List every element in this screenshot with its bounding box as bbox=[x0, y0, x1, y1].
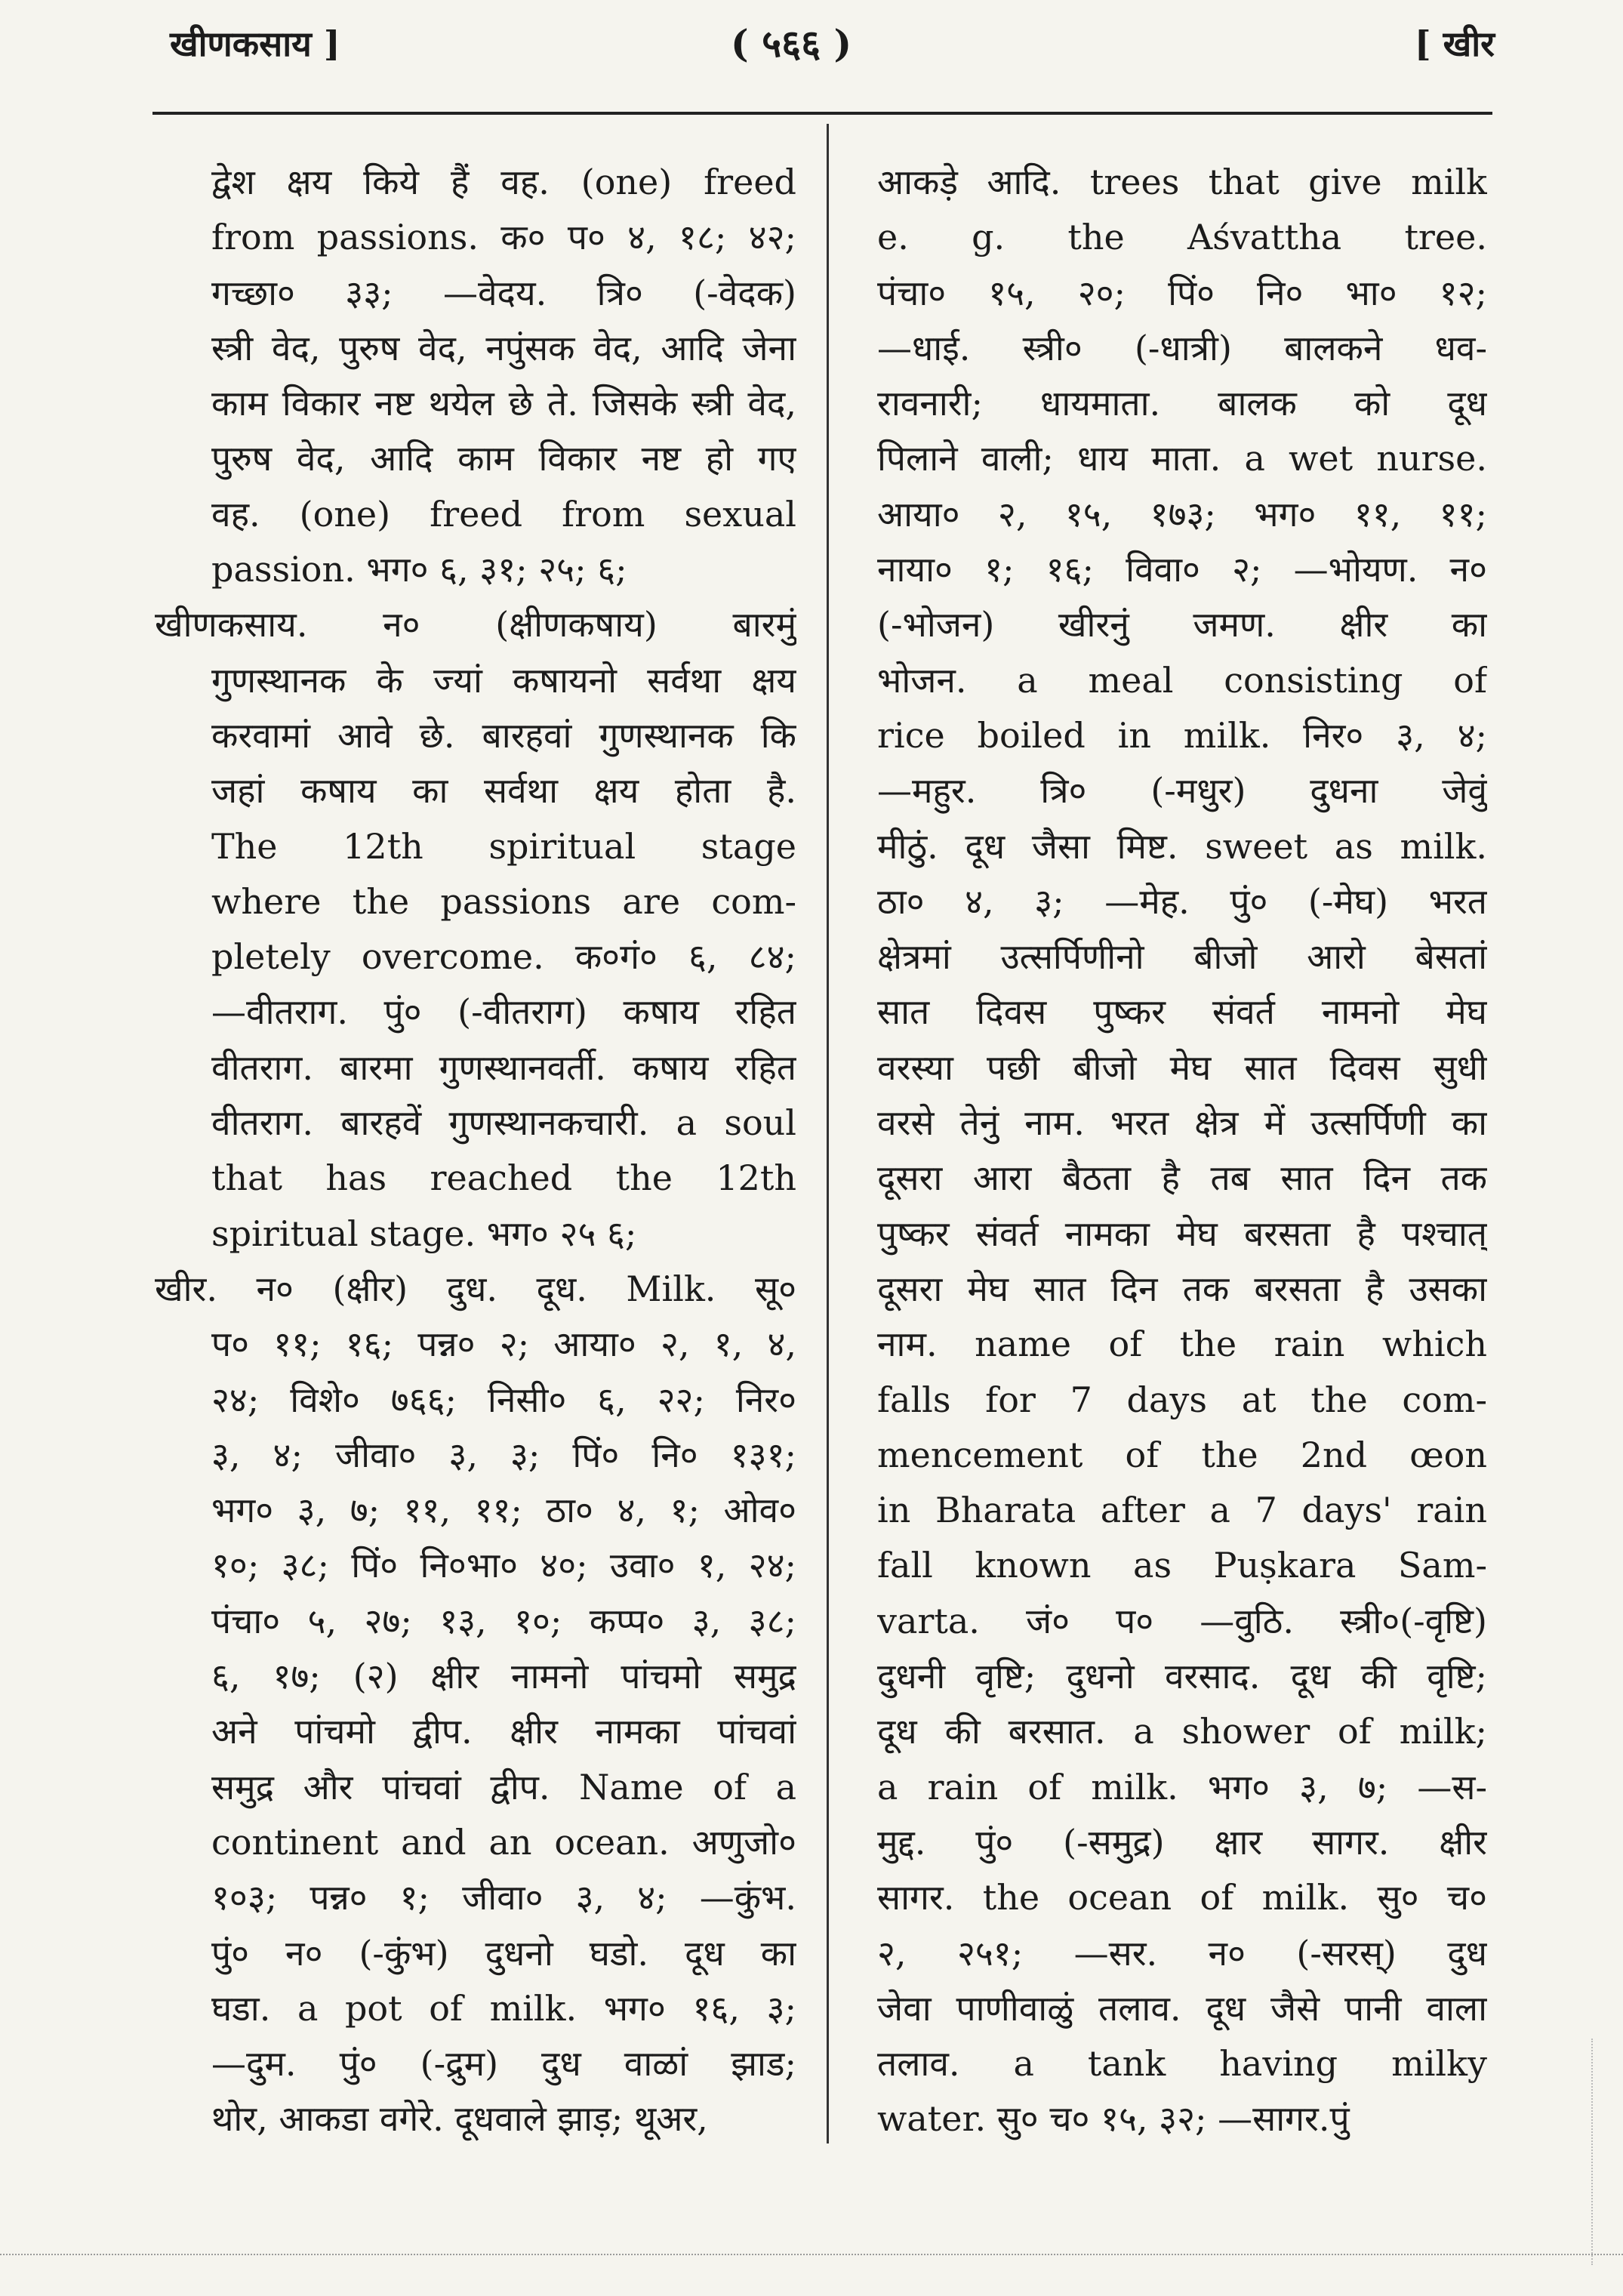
bottom-edge bbox=[0, 2254, 1623, 2257]
right-column-line: भोजन. a meal consisting of bbox=[877, 659, 1487, 701]
right-column-line: ठा० ४, ३; —मेह. पुं० (-मेघ) भरत bbox=[877, 880, 1487, 922]
right-column bbox=[877, 155, 1487, 2147]
right-column-line: in Bharata after a 7 days' rain bbox=[877, 1490, 1487, 1531]
left-column-line: पंचा० ५, २७; १३, १०; कप्प० ३, ३८; bbox=[211, 1600, 796, 1641]
right-column-line: २, २५१; —सर. न० (-सरस्) दुध bbox=[877, 1932, 1487, 1974]
right-column-line: fall known as Puṣkara Sam- bbox=[877, 1545, 1487, 1586]
left-column-line: घडा. a pot of milk. भग० १६, ३; bbox=[211, 1987, 796, 2029]
right-column-line: दुधनी वृष्टि; दुधनो वरसाद. दूध की वृष्टि; bbox=[877, 1656, 1487, 1697]
right-column-line: falls for 7 days at the com- bbox=[877, 1379, 1487, 1420]
right-column-line: क्षेत्रमां उत्सर्पिणीनो बीजो आरो बेसतां bbox=[877, 936, 1487, 978]
running-head-right: [ खीर bbox=[1414, 23, 1495, 64]
left-column-line: वीतराग. बारहवें गुणस्थानकचारी. a soul bbox=[211, 1102, 796, 1144]
left-column-line: spiritual stage. भग० २५ ६; bbox=[211, 1213, 637, 1254]
right-column-line: दूध की बरसात. a shower of milk; bbox=[877, 1711, 1487, 1752]
left-column-line: continent and an ocean. अणुजो० bbox=[211, 1821, 796, 1863]
right-column-line: सागर. the ocean of milk. सु० च० bbox=[877, 1877, 1487, 1918]
right-column-line: दूसरा आरा बैठता है तब सात दिन तक bbox=[877, 1157, 1487, 1199]
left-column-line: गुणस्थानक के ज्यां कषायनो सर्वथा क्षय bbox=[211, 659, 796, 701]
left-column-line: पुं० न० (-कुंभ) दुधनो घडो. दूध का bbox=[211, 1932, 796, 1974]
right-column-line: नाम. name of the rain which bbox=[877, 1324, 1487, 1365]
left-column-line: where the passions are com- bbox=[211, 880, 796, 922]
column-divider bbox=[827, 124, 829, 2143]
right-column-line: मुद्द. पुं० (-समुद्र) क्षार सागर. क्षीर bbox=[877, 1821, 1487, 1863]
right-column-line: रावनारी; धायमाता. बालक को दूध bbox=[877, 383, 1487, 424]
left-column-line: —दुम. पुं० (-द्रुम) दुध वाळां झाड; bbox=[211, 2043, 796, 2085]
left-column-line: प० ११; १६; पन्न० २; आया० २, १, ४, bbox=[211, 1324, 796, 1365]
left-column-line: that has reached the 12th bbox=[211, 1157, 796, 1199]
right-column-line: e. g. the Aśvattha tree. bbox=[877, 217, 1487, 258]
left-column-line: १०३; पन्न० १; जीवा० ३, ४; —कुंभ. bbox=[211, 1877, 796, 1918]
left-column-line: —वीतराग. पुं० (-वीतराग) कषाय रहित bbox=[211, 991, 796, 1033]
left-column-line: गच्छा० ३३; —वेदय. त्रि० (-वेदक) bbox=[211, 272, 796, 313]
right-column-line: varta. जं० प० —वुठि. स्त्री०(-वृष्टि) bbox=[877, 1600, 1487, 1641]
left-column-line: खीणकसाय. न० (क्षीणकषाय) बारमुं bbox=[155, 604, 796, 646]
right-column-line: वरसे तेनुं नाम. भरत क्षेत्र में उत्सर्पिणी का bbox=[877, 1102, 1487, 1144]
left-column-line: काम विकार नष्ट थयेल छे ते. जिसके स्त्री वेद, bbox=[211, 383, 796, 424]
left-column-line: स्त्री वेद, पुरुष वेद, नपुंसक वेद, आदि जेना bbox=[211, 327, 796, 368]
left-column-line: १०; ३८; पिं० नि०भा० ४०; उवा० १, २४; bbox=[211, 1545, 796, 1586]
right-column-line: water. सु० च० १५, ३२; —सागर.पुं bbox=[877, 2098, 1350, 2140]
left-column-line: अने पांचमो द्वीप. क्षीर नामका पांचवां bbox=[211, 1711, 796, 1752]
left-column-line: पुरुष वेद, आदि काम विकार नष्ट हो गए bbox=[211, 438, 796, 479]
page-edge-mark bbox=[1591, 2039, 1600, 2265]
left-column-line: जहां कषाय का सर्वथा क्षय होता है. bbox=[211, 770, 796, 812]
left-column-line: थोर, आकडा वगेरे. दूधवाले झाड़; थूअर, bbox=[211, 2098, 708, 2140]
left-column-line: ६, १७; (२) क्षीर नामनो पांचमो समुद्र bbox=[211, 1656, 796, 1697]
right-column-line: जेवा पाणीवाळुं तलाव. दूध जैसे पानी वाला bbox=[877, 1987, 1487, 2029]
left-column-line: भग० ३, ७; ११, ११; ठा० ४, १; ओव० bbox=[211, 1490, 796, 1531]
left-column-line: ३, ४; जीवा० ३, ३; पिं० नि० १३१; bbox=[211, 1434, 796, 1475]
right-column-line: नाया० १; १६; विवा० २; —भोयण. न० bbox=[877, 549, 1487, 590]
left-column-line: The 12th spiritual stage bbox=[211, 825, 796, 867]
left-column-line: खीर. न० (क्षीर) दुध. दूध. Milk. सू० bbox=[155, 1268, 796, 1309]
right-column-line: पंचा० १५, २०; पिं० नि० भा० १२; bbox=[877, 272, 1487, 313]
right-column-line: —धाई. स्त्री० (-धात्री) बालकने धव- bbox=[877, 327, 1487, 368]
right-column-line: मीठुं. दूध जैसा मिष्ट. sweet as milk. bbox=[877, 825, 1487, 867]
header-rule bbox=[152, 112, 1492, 115]
left-column-line: वह. (one) freed from sexual bbox=[211, 493, 796, 535]
left-column-line: pletely overcome. क०गं० ६, ८४; bbox=[211, 936, 796, 978]
right-column-line: आकड़े आदि. trees that give milk bbox=[877, 162, 1487, 202]
right-column-line: a rain of milk. भग० ३, ७; —स- bbox=[877, 1766, 1487, 1808]
left-column-line: २४; विशे० ७६६; निसी० ६, २२; निर० bbox=[211, 1379, 796, 1420]
page-number: ( ५६६ ) bbox=[731, 21, 852, 66]
right-column-line: दूसरा मेघ सात दिन तक बरसता है उसका bbox=[877, 1268, 1487, 1309]
right-column-line: तलाव. a tank having milky bbox=[877, 2043, 1487, 2085]
right-column-line: आया० २, १५, १७३; भग० ११, ११; bbox=[877, 493, 1487, 535]
right-column-line: पिलाने वाली; धाय माता. a wet nurse. bbox=[877, 438, 1487, 479]
right-column-line: पुष्कर संवर्त नामका मेघ बरसता है पश्चात् bbox=[877, 1213, 1487, 1254]
left-column bbox=[155, 155, 796, 2147]
left-column-line: from passions. क० प० ४, १८; ४२; bbox=[211, 217, 796, 258]
running-head-left: खीणकसाय ] bbox=[170, 23, 340, 64]
left-column-line: करवामां आवे छे. बारहवां गुणस्थानक कि bbox=[211, 714, 796, 756]
right-column-line: —महुर. त्रि० (-मधुर) दुधना जेवुं bbox=[877, 770, 1487, 812]
left-column-line: वीतराग. बारमा गुणस्थानवर्ती. कषाय रहित bbox=[211, 1046, 796, 1088]
right-column-line: वरस्या पछी बीजो मेघ सात दिवस सुधी bbox=[877, 1046, 1487, 1088]
right-column-line: mencement of the 2nd œon bbox=[877, 1434, 1487, 1475]
left-column-line: passion. भग० ६, ३१; २५; ६; bbox=[211, 549, 627, 590]
right-column-line: (-भोजन) खीरनुं जमण. क्षीर का bbox=[877, 604, 1487, 646]
left-column-line: द्वेश क्षय किये हैं वह. (one) freed bbox=[211, 162, 796, 202]
left-column-line: समुद्र और पांचवां द्वीप. Name of a bbox=[211, 1766, 796, 1808]
right-column-line: rice boiled in milk. निर० ३, ४; bbox=[877, 714, 1487, 756]
right-column-line: सात दिवस पुष्कर संवर्त नामनो मेघ bbox=[877, 991, 1487, 1033]
